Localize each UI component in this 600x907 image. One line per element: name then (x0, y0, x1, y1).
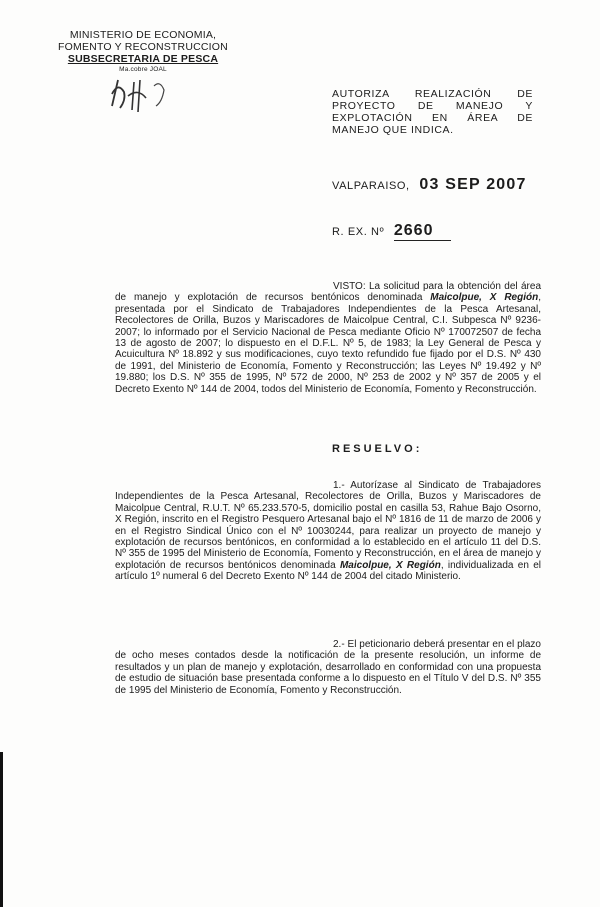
resuelvo-heading: RESUELVO: (332, 443, 423, 455)
date-line (332, 176, 527, 194)
visto-rest: , presentada por el Sindicato de Trabajadores Independientes de la Pesca Artesanal, Recolectores de Orilla, Buzos y Mariscadores de Maicolpue Central, C.I. Subpesca Nº 9236-2007; lo informado por el Servicio Nacional de Pesca mediante Oficio Nº 170072507 de fecha 13 de agosto de 2007; lo dispuesto en el D.F.L. Nº 5, de 1983; la Ley General de Pesca y Acuicultura Nº 18.892 y sus modificaciones, cuyo texto refundido fue fijado por el D.S. Nº 430 de 1991, del Ministerio de Economía, Fomento y Reconstrucción; las Leyes Nº 19.492 y Nº 19.880; los D.S. Nº 355 de 1995, Nº 572 de 2000, Nº 253 de 2002 y Nº 357 de 2005 y el Decreto Exento Nº 144 de 2004, todos del Ministerio de Economía, Fomento y Reconstrucción. (115, 292, 541, 395)
date-stamp: 03 SEP 2007 (419, 176, 527, 193)
item-1-paragraph (115, 480, 541, 583)
item-1-area-name: Maicolpue, X Región (339, 559, 441, 571)
handwritten-initials-signature (104, 76, 194, 116)
letterhead (58, 29, 228, 75)
resolution-number-label: R. EX. Nº (332, 226, 385, 238)
letterhead-signature-line: Ma.cobre JOAL (119, 66, 167, 73)
visto-area-name: Maicolpue, X Región (430, 292, 539, 304)
item-2-paragraph: 2.- El peticionario deberá presentar en el plazo de ocho meses contados desde la notificación de la presente resolución, un informe de resultados y un plan de manejo y explotación, desarrollado en conformidad con una propuesta de estudio de situación base presentada conforme a lo dispuesto en el Título V del D.S. Nº 355 de 1995 del Ministerio de Economía, Fomento y Reconstrucción. (115, 639, 541, 696)
letterhead-subsecretaria: SUBSECRETARIA DE PESCA (67, 53, 219, 65)
visto-paragraph (115, 281, 541, 395)
resolution-subject: AUTORIZA REALIZACIÓN DE PROYECTO DE MANEJO Y EXPLOTACIÓN EN ÁREA DE MANEJO QUE INDICA. (332, 88, 533, 136)
letterhead-ministry-2: FOMENTO Y RECONSTRUCCION (58, 41, 228, 53)
item-1-rest: , individualizada en el artículo 1º numeral 6 del Decreto Exento Nº 144 de 2004 del citado Ministerio. (115, 559, 541, 583)
letterhead-ministry: MINISTERIO DE ECONOMIA, (69, 29, 217, 41)
resolution-number: 2660 (394, 222, 452, 241)
visto-lead: VISTO: La solicitud para la obtención del área de manejo y explotación de recursos bentónicos denominada (115, 281, 541, 304)
scan-edge-shadow (0, 752, 3, 907)
resolution-number-line (332, 222, 451, 241)
city-label: VALPARAISO, (332, 180, 410, 192)
item-1-lead: 1.- Autorízase al Sindicato de Trabajadores Independientes de la Pesca Artesanal, Recolectores de Orilla, Buzos y Mariscadores de Maicolpue Central, R.U.T. Nº 65.233.570-5, domicilio postal en casilla 53, Rahue Bajo Osorno, X Región, inscrito en el Registro Pesquero Artesanal bajo el Nº 1816 de 11 de marzo de 2006 y en el Registro Sindical Único con el Nº 10030244, para realizar un proyecto de manejo y explotación de recursos bentónicos, en conformidad a lo establecido en el artículo 11 del D.S. Nº 355 de 1995 del Ministerio de Economía, Fomento y Reconstrucción, en el área de manejo y explotación de recursos bentónicos denominada (115, 480, 541, 571)
